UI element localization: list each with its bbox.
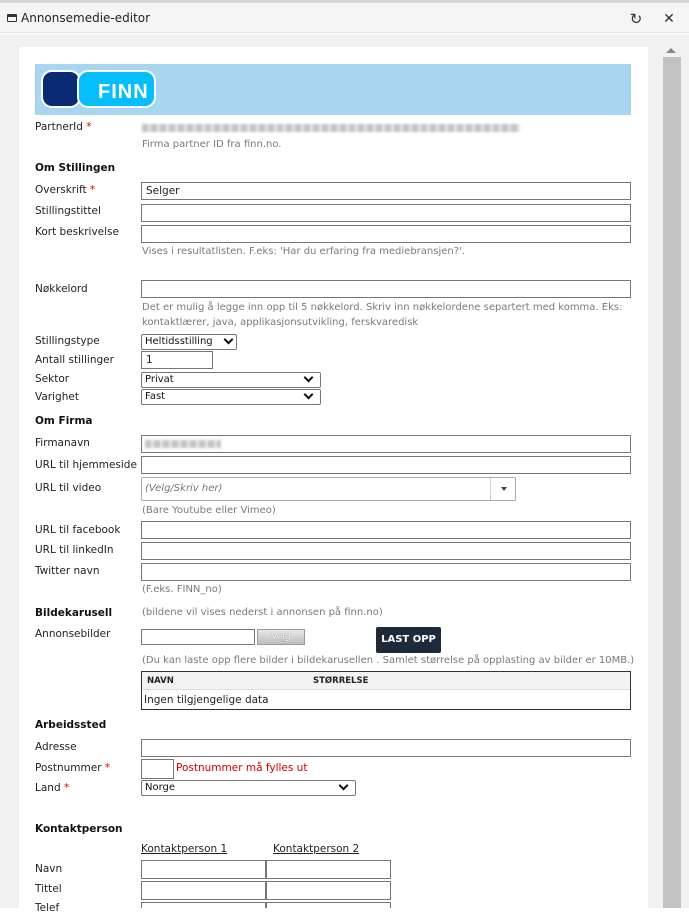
antall-stillinger-label: Antall stillinger — [35, 354, 114, 366]
annonsebilder-label: Annonsebilder — [35, 628, 111, 640]
hjemmeside-input[interactable] — [141, 456, 631, 474]
bilder-table — [141, 671, 631, 710]
partnerid-value-redacted — [142, 124, 520, 132]
velg-button[interactable]: Velg — [257, 629, 305, 645]
bildekarusell-hint: (Du kan laste opp flere bilder i bildekarusellen . Samlet størrelse på opplasting av bilder er 10MB.) — [142, 655, 635, 666]
land-label: Land * — [35, 782, 70, 794]
sektor-value: Privat — [145, 374, 174, 385]
section-kontaktperson: Kontaktperson — [35, 823, 123, 835]
tittel-label: Tittel — [35, 883, 62, 895]
dropdown-arrow-icon[interactable] — [501, 487, 507, 491]
chevron-down-icon — [304, 373, 314, 383]
kontaktperson-2-tittel-input[interactable] — [266, 881, 391, 900]
video-label: URL til video — [35, 482, 102, 494]
kort-beskrivelse-hint: Vises i resultatlisten. F.eks: 'Har du erfaring fra mediebransjen?'. — [142, 246, 465, 257]
postnummer-input[interactable] — [141, 759, 174, 779]
kort-beskrivelse-label: Kort beskrivelse — [35, 226, 119, 238]
kontaktperson-2-telefon-input[interactable] — [266, 902, 391, 908]
adresse-input[interactable] — [141, 739, 631, 757]
kontaktperson-1-header[interactable]: Kontaktperson 1 — [141, 843, 228, 855]
nokkelord-input[interactable] — [141, 280, 631, 298]
antall-stillinger-input[interactable]: 1 — [141, 351, 213, 369]
twitter-label: Twitter navn — [35, 565, 100, 577]
chevron-down-icon — [224, 335, 234, 345]
stillingstype-value: Heltidsstilling — [145, 336, 213, 347]
table-header — [142, 672, 630, 690]
kontaktperson-1-navn-input[interactable] — [141, 860, 266, 879]
adresse-label: Adresse — [35, 741, 77, 753]
firmanavn-value-redacted — [145, 440, 221, 448]
video-placeholder: (Velg/Skriv her) — [145, 483, 223, 494]
column-header-navn[interactable]: NAVN — [147, 676, 174, 686]
varighet-label: Varighet — [35, 391, 79, 403]
section-om-firma: Om Firma — [35, 415, 93, 427]
linkedin-label: URL til linkedIn — [35, 544, 114, 556]
close-icon[interactable]: ✕ — [663, 11, 675, 27]
overskrift-label: Overskrift * — [35, 184, 96, 196]
partnerid-hint: Firma partner ID fra finn.no. — [142, 139, 282, 150]
title-bar — [0, 3, 689, 33]
facebook-label: URL til facebook — [35, 524, 121, 536]
window-icon — [7, 14, 17, 22]
partnerid-label: PartnerId * — [35, 121, 92, 133]
land-select[interactable] — [141, 780, 356, 796]
stillingstype-label: Stillingstype — [35, 335, 100, 347]
navn-label: Navn — [35, 863, 63, 875]
postnummer-label: Postnummer * — [35, 762, 111, 774]
firmanavn-label: Firmanavn — [35, 437, 90, 449]
chevron-down-icon — [339, 781, 349, 791]
twitter-hint: (F.eks. FINN_no) — [142, 584, 222, 595]
postnummer-error: Postnummer må fylles ut — [176, 762, 308, 774]
refresh-icon[interactable]: ↻ — [629, 10, 643, 28]
sektor-label: Sektor — [35, 373, 70, 385]
nokkelord-hint-line1: Det er mulig å legge inn opp til 5 nøkkelord. Skriv inn nøkkelordene separtert med komma. Eks: — [142, 302, 623, 313]
linkedin-input[interactable] — [141, 542, 631, 560]
logo-dark-block — [41, 70, 81, 108]
kontaktperson-1-telefon-input[interactable] — [141, 902, 266, 908]
logo-text: FINN — [98, 81, 149, 103]
last-opp-button[interactable]: LAST OPP — [376, 627, 441, 653]
sektor-select[interactable] — [141, 372, 321, 388]
scroll-up-arrow[interactable] — [666, 48, 676, 53]
column-header-storrelse[interactable]: STØRRELSE — [313, 676, 369, 686]
nokkelord-hint-line2: kontaktlærer, java, applikasjonsutvikling, ferskvaredisk — [142, 317, 419, 328]
video-combobox[interactable] — [141, 477, 516, 501]
annonsebilder-file-input[interactable] — [141, 629, 255, 645]
land-value: Norge — [145, 782, 176, 793]
table-empty-text: Ingen tilgjengelige data — [144, 694, 269, 706]
twitter-input[interactable] — [141, 563, 631, 581]
chevron-down-icon — [304, 390, 314, 400]
facebook-input[interactable] — [141, 521, 631, 539]
finn-logo — [41, 70, 156, 108]
firmanavn-input[interactable] — [141, 435, 631, 453]
varighet-value: Fast — [145, 391, 166, 402]
kontaktperson-1-tittel-input[interactable] — [141, 881, 266, 900]
scrollbar-thumb[interactable] — [663, 57, 681, 908]
kort-beskrivelse-input[interactable] — [141, 225, 631, 243]
section-bildekarusell: Bildekarusell — [35, 607, 113, 619]
stillingstittel-input[interactable] — [141, 204, 631, 222]
stillingstype-select[interactable] — [141, 334, 237, 350]
stillingstittel-label: Stillingstittel — [35, 205, 101, 217]
section-om-stillingen: Om Stillingen — [35, 162, 116, 174]
overskrift-input[interactable]: Selger — [141, 182, 631, 200]
hjemmeside-label: URL til hjemmeside — [35, 459, 137, 471]
window-title: Annonsemedie-editor — [21, 11, 151, 25]
bildekarusell-note: (bildene vil vises nederst i annonsen på finn.no) — [142, 607, 383, 618]
video-hint: (Bare Youtube eller Vimeo) — [142, 505, 276, 516]
kontaktperson-2-header[interactable]: Kontaktperson 2 — [273, 843, 360, 855]
varighet-select[interactable] — [141, 389, 321, 405]
telefon-label: Telef — [35, 902, 60, 914]
section-arbeidssted: Arbeidssted — [35, 719, 107, 731]
kontaktperson-2-navn-input[interactable] — [266, 860, 391, 879]
nokkelord-label: Nøkkelord — [35, 283, 88, 295]
combo-separator — [490, 478, 491, 500]
